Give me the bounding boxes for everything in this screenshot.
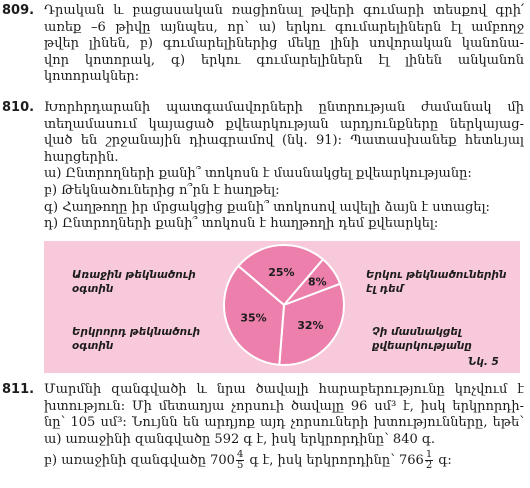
- slice-value-label: 32%: [297, 318, 324, 332]
- text-line: առեք –6 թիվը այնպես, որ՝ ա) երկու գումարելիներն էլ ամբողջ: [44, 19, 524, 35]
- fraction-one-half: [425, 450, 433, 471]
- question-d: դ) Ընտրողների քանի՞ տոկոսն է հաղթողի դեմ քվեարկել:: [44, 216, 439, 232]
- label-line: էլ դեմ: [366, 283, 404, 295]
- text-line: տեղամասում կայացած քվեարկության արդյունքները ներկայաց-: [44, 116, 524, 132]
- slice-value-label: 25%: [268, 266, 295, 280]
- legend-second-candidate: [72, 325, 200, 353]
- question-b: բ) Թեկնածուներից ո՞րն է հաղթել:: [44, 182, 280, 198]
- question-b: [44, 450, 524, 472]
- slice-value-label: 35%: [240, 311, 267, 325]
- text-line: նը՝ 105 սմ³: Նույնն են արդյոք այդ չորսուների խտությունները, եթե՝: [44, 415, 524, 431]
- question-a: ա) առաջինի զանգվածը 592 գ է, իսկ երկրորդինը՝ 840 գ.: [44, 431, 436, 447]
- problem-number: 811.: [2, 382, 35, 397]
- problem-text: [44, 3, 524, 86]
- text-line: Դրական և բացասական ռացիոնալ թվերի գումարի տեսքով գրի՛: [44, 3, 524, 18]
- pie-chart-panel: [44, 241, 520, 373]
- text-line: խտություն: Մի մետաղյա չորսուի ծավալը 96 սմ³ է, իսկ երկրորդի-: [44, 398, 524, 414]
- text-line: վոր կոտորակ, գ) երկու գումարելիներն էլ լինեն անկանոն: [44, 52, 524, 68]
- line-b-suffix: գ:: [438, 453, 452, 469]
- legend-first-candidate: [72, 268, 196, 296]
- label-line: օգտին: [72, 283, 114, 295]
- label-line: Երկրորդ թեկնածուի: [72, 326, 201, 338]
- problem-text: [44, 100, 524, 233]
- label-line: Երկու թեկնածուներին: [366, 269, 507, 281]
- legend-against-both: [366, 268, 506, 296]
- text-line: հարցերին.: [44, 149, 119, 165]
- text-line: կոտորակներ:: [44, 69, 140, 85]
- label-line: քվեարկությանը: [372, 340, 472, 352]
- line-b-prefix: բ) առաջինի զանգվածը 700: [44, 453, 235, 469]
- pie-chart: [44, 241, 520, 373]
- figure-caption: Նկ. 5: [468, 356, 499, 368]
- label-line: Առաջին թեկնածուի: [72, 269, 196, 281]
- legend-not-participated: [372, 325, 472, 353]
- fraction-denominator: 5: [236, 460, 244, 472]
- question-c: գ) Հաղթողը իր մրցակցից քանի՞ տոկոսով ավելի ձայն է ստացել:: [44, 199, 490, 215]
- fraction-denominator: 2: [425, 460, 433, 472]
- text-line: թվեր լինեն, բ) գումարելիներից մեկը լինի սովորական կանոնա-: [44, 36, 524, 52]
- text-line: Մարմնի զանգվածի և նրա ծավալի հարաբերությունը կոչվում է: [44, 382, 524, 397]
- fraction-numerator: 1: [425, 450, 433, 461]
- label-line: օգտին: [72, 340, 114, 352]
- problem-number: 809.: [2, 3, 35, 18]
- line-b-mid: գ է, իսկ երկրորդինը՝ 766: [249, 453, 424, 469]
- slice-value-label: 8%: [308, 275, 327, 289]
- fraction-numerator: 4: [236, 450, 244, 461]
- question-a: ա) Ընտրողների քանի՞ տոկոսն է մասնակցել քվեարկությանը:: [44, 166, 472, 182]
- label-line: Չի մասնակցել: [372, 326, 462, 338]
- problem-number: 810.: [2, 100, 35, 115]
- text-line: Խորհրդարանի պատգամավորների ընտրության ժամանակ մի: [44, 100, 524, 115]
- fraction-four-fifths: [236, 450, 244, 471]
- problem-text: [44, 382, 524, 472]
- text-line: ված են շրջանային դիագրամով (նկ. 91): Պատասխանեք հետևյալ: [44, 133, 524, 149]
